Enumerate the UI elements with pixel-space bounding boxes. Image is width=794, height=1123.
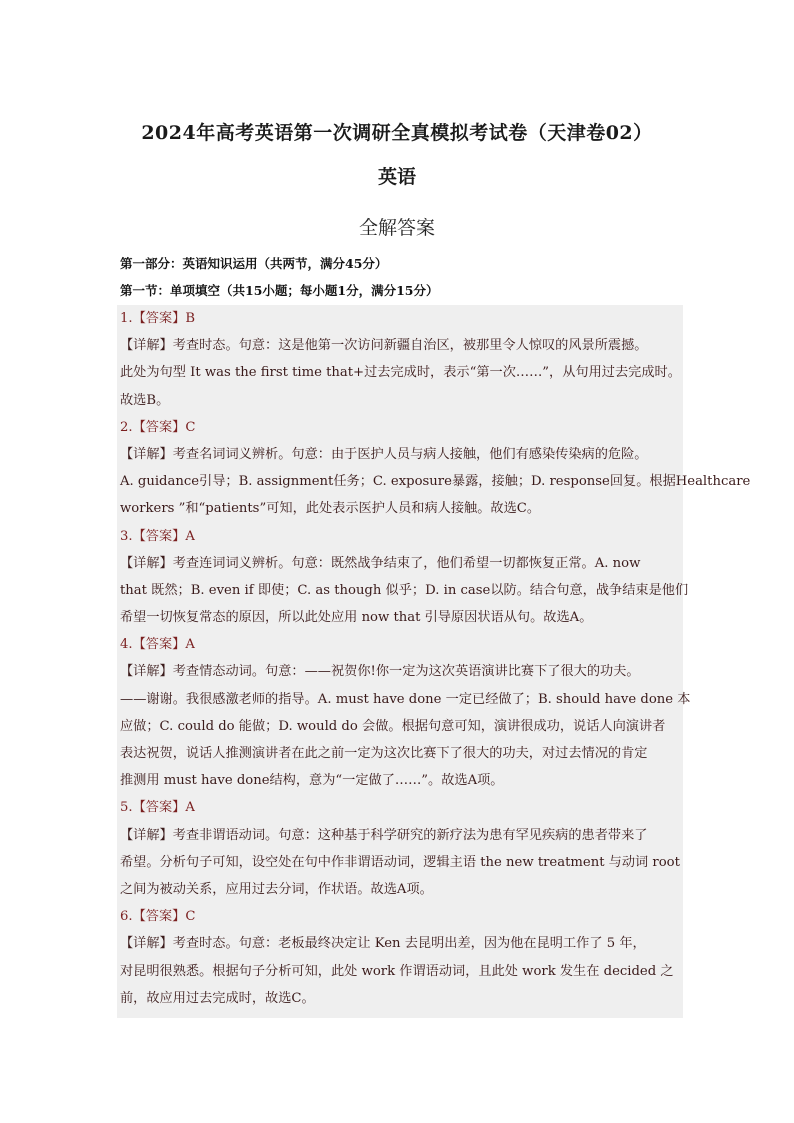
subject-heading: 英语 xyxy=(377,166,416,188)
question-block xyxy=(120,631,691,794)
explanation-line: 对昆明很熟悉。根据句子分析可知，此处 work 作谓语动词，且此处 work 发生在 decided 之 xyxy=(120,963,674,979)
answer-label: 4.【答案】A xyxy=(120,637,195,653)
question-block xyxy=(120,523,689,632)
explanation-line: 推测用 must have done结构，意为“一定做了……”。故选A项。 xyxy=(120,773,504,789)
answer-label: 6.【答案】C xyxy=(120,909,196,925)
explanation-line: 【详解】考查时态。句意：这是他第一次访问新疆自治区，被那里令人惊叹的风景所震撼。 xyxy=(120,338,648,354)
explanation-line: 【详解】考查情态动词。句意：——祝贺你!你一定为这次英语演讲比赛下了很大的功夫。 xyxy=(120,664,640,680)
explanation-line: 应做；C. could do 能做；D. would do 会做。根据句意可知，演讲很成功，说话人向演讲者 xyxy=(120,718,666,734)
explanation-line: A. guidance引导；B. assignment任务；C. exposure暴露，接触；D. response回复。根据Healthcare xyxy=(120,474,751,490)
explanation-line: 故选B。 xyxy=(120,392,170,408)
explanation-line: 【详解】考查名词词义辨析。句意：由于医护人员与病人接触，他们有感染传染病的危险。 xyxy=(120,446,648,462)
explanation-line: 之间为被动关系，应用过去分词，作状语。故选A项。 xyxy=(120,881,433,897)
explanation-line: that 既然；B. even if 即使；C. as though 似乎；D. in case以防。结合句意，战争结束是他们 xyxy=(120,582,689,598)
answer-label: 3.【答案】A xyxy=(120,528,195,544)
explanation-line: 【详解】考查时态。句意：老板最终决定让 Ken 去昆明出差，因为他在昆明工作了 5 年， xyxy=(120,936,646,952)
explanation-line: 希望。分析句子可知，设空处在句中作非谓语动词，逻辑主语 the new treatment 与动词 root xyxy=(120,854,680,870)
question-block xyxy=(120,414,751,523)
explanation-line: ——谢谢。我很感激老师的指导。A. must have done 一定已经做了；B. should have done 本 xyxy=(120,691,691,707)
explanation-line: workers ”和“patients”可知，此处表示医护人员和病人接触。故选C。 xyxy=(120,501,541,517)
answer-list xyxy=(117,305,751,1018)
question-block xyxy=(120,794,680,903)
explanation-line: 希望一切恢复常态的原因，所以此处应用 now that 引导原因状语从句。故选A。 xyxy=(120,610,593,626)
explanation-line: 【详解】考查连词词义辨析。句意：既然战争结束了，他们希望一切都恢复正常。A. now xyxy=(120,555,641,571)
question-block xyxy=(120,903,680,1012)
explanation-line: 【详解】考查非谓语动词。句意：这种基于科学研究的新疗法为患有罕见疾病的患者带来了 xyxy=(120,827,648,843)
answer-label: 1.【答案】B xyxy=(120,311,196,326)
part-heading: 第一部分：英语知识运用（共两节，满分45分） xyxy=(120,256,388,271)
explanation-line: 前，故应用过去完成时，故选C。 xyxy=(120,990,315,1006)
document-title: 2024年高考英语第一次调研全真模拟考试卷（天津卷02） xyxy=(141,122,653,144)
explanation-line: 表达祝贺，说话人推测演讲者在此之前一定为这次比赛下了很大的功夫，对过去情况的肯定 xyxy=(120,746,648,761)
explanation-line: 此处为句型 It was the first time that+过去完成时，表示“第一次……”，从句用过去完成时。 xyxy=(120,365,681,381)
answer-label: 2.【答案】C xyxy=(120,419,196,435)
question-block xyxy=(120,305,680,414)
answer-label: 5.【答案】A xyxy=(120,800,195,816)
answer-key-heading: 全解答案 xyxy=(358,217,435,239)
section-heading: 第一节：单项填空（共15小题；每小题1分，满分15分） xyxy=(120,283,439,298)
